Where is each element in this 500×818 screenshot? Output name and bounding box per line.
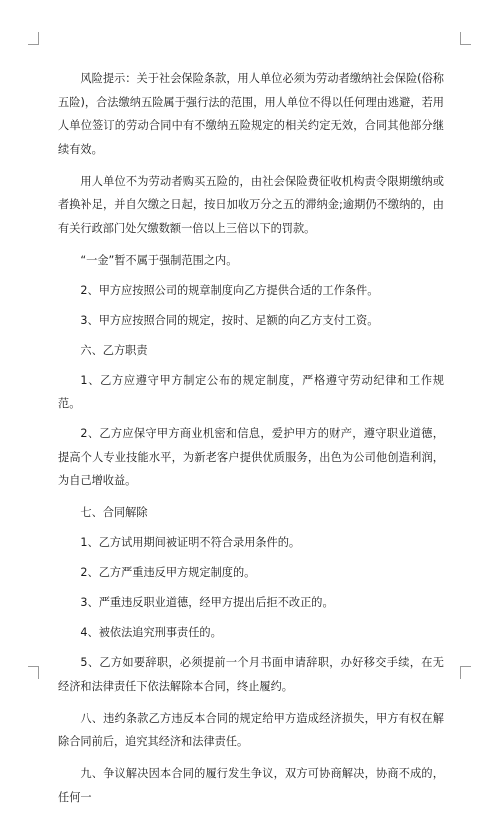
paragraph-dispute-resolution: 九、争议解决因本合同的履行发生争议，双方可协商解决，协商不成的，任何一 — [58, 767, 444, 804]
crop-mark-bottom-right — [460, 666, 471, 679]
paragraph-breach-clause: 八、违约条款乙方违反本合同的规定给甲方造成经济损失，甲方有权在解除合同前后，追究其经济和法律责任。 — [58, 711, 444, 749]
paragraph-party-a-item-3: 3、甲方应按照合同的规定，按时、足额的向乙方支付工资。 — [80, 313, 379, 327]
paragraph-termination-item-5: 5、乙方如要辞职，必须提前一个月书面申请辞职，办好移交手续，在无经济和法律责任下依法解除本合同，终止履约。 — [58, 656, 444, 693]
paragraph-termination-item-3: 3、严重违反职业道德，经甲方提出后拒不改正的。 — [80, 596, 334, 610]
paragraph-housing-fund: “一金”暂不属于强制范围之内。 — [80, 253, 238, 267]
paragraph-termination-item-4: 4、被依法追究刑事责任的。 — [80, 626, 222, 640]
paragraph-party-b-item-1: 1、乙方应遵守甲方制定公布的规定制度，严格遵守劳动纪律和工作规范。 — [58, 373, 444, 411]
paragraph-termination-item-2: 2、乙方严重违反甲方规定制度的。 — [80, 566, 256, 580]
paragraph-party-a-item-2: 2、甲方应按照公司的规章制度向乙方提供合适的工作条件。 — [80, 283, 379, 297]
paragraph-penalty: 用人单位不为劳动者购买五险的，由社会保险费征收机构责令限期缴纳或者换补足，并自欠缴之日起，按日加收万分之五的滞纳金;逾期仍不缴纳的，由有关行政部门处欠缴数额一倍以上三倍以下的罚款。 — [58, 174, 444, 235]
section-heading-party-b-duties: 六、乙方职责 — [80, 343, 148, 357]
paragraph-termination-item-1: 1、乙方试用期间被证明不符合录用条件的。 — [80, 536, 301, 550]
paragraph-risk-warning: 风险提示：关于社会保险条款，用人单位必须为劳动者缴纳社会保险(俗称五险)，合法缴纳五险属于强行法的范围，用人单位不得以任何理由逃避，若用人单位签订的劳动合同中有不缴纳五险规定的相关约定无效，合同其他部分继续有效。 — [58, 72, 444, 156]
crop-mark-bottom-left — [28, 666, 39, 679]
document-body — [58, 67, 444, 818]
paragraph-party-b-item-2: 2、乙方应保守甲方商业机密和信息，爱护甲方的财产，遵守职业道德，提高个人专业技能水平，为新老客户提供优质服务，出色为公司他创造利润，为自己增收益。 — [58, 427, 444, 488]
crop-mark-top-right — [460, 32, 471, 45]
crop-mark-top-left — [28, 32, 39, 45]
section-heading-termination: 七、合同解除 — [80, 506, 148, 520]
